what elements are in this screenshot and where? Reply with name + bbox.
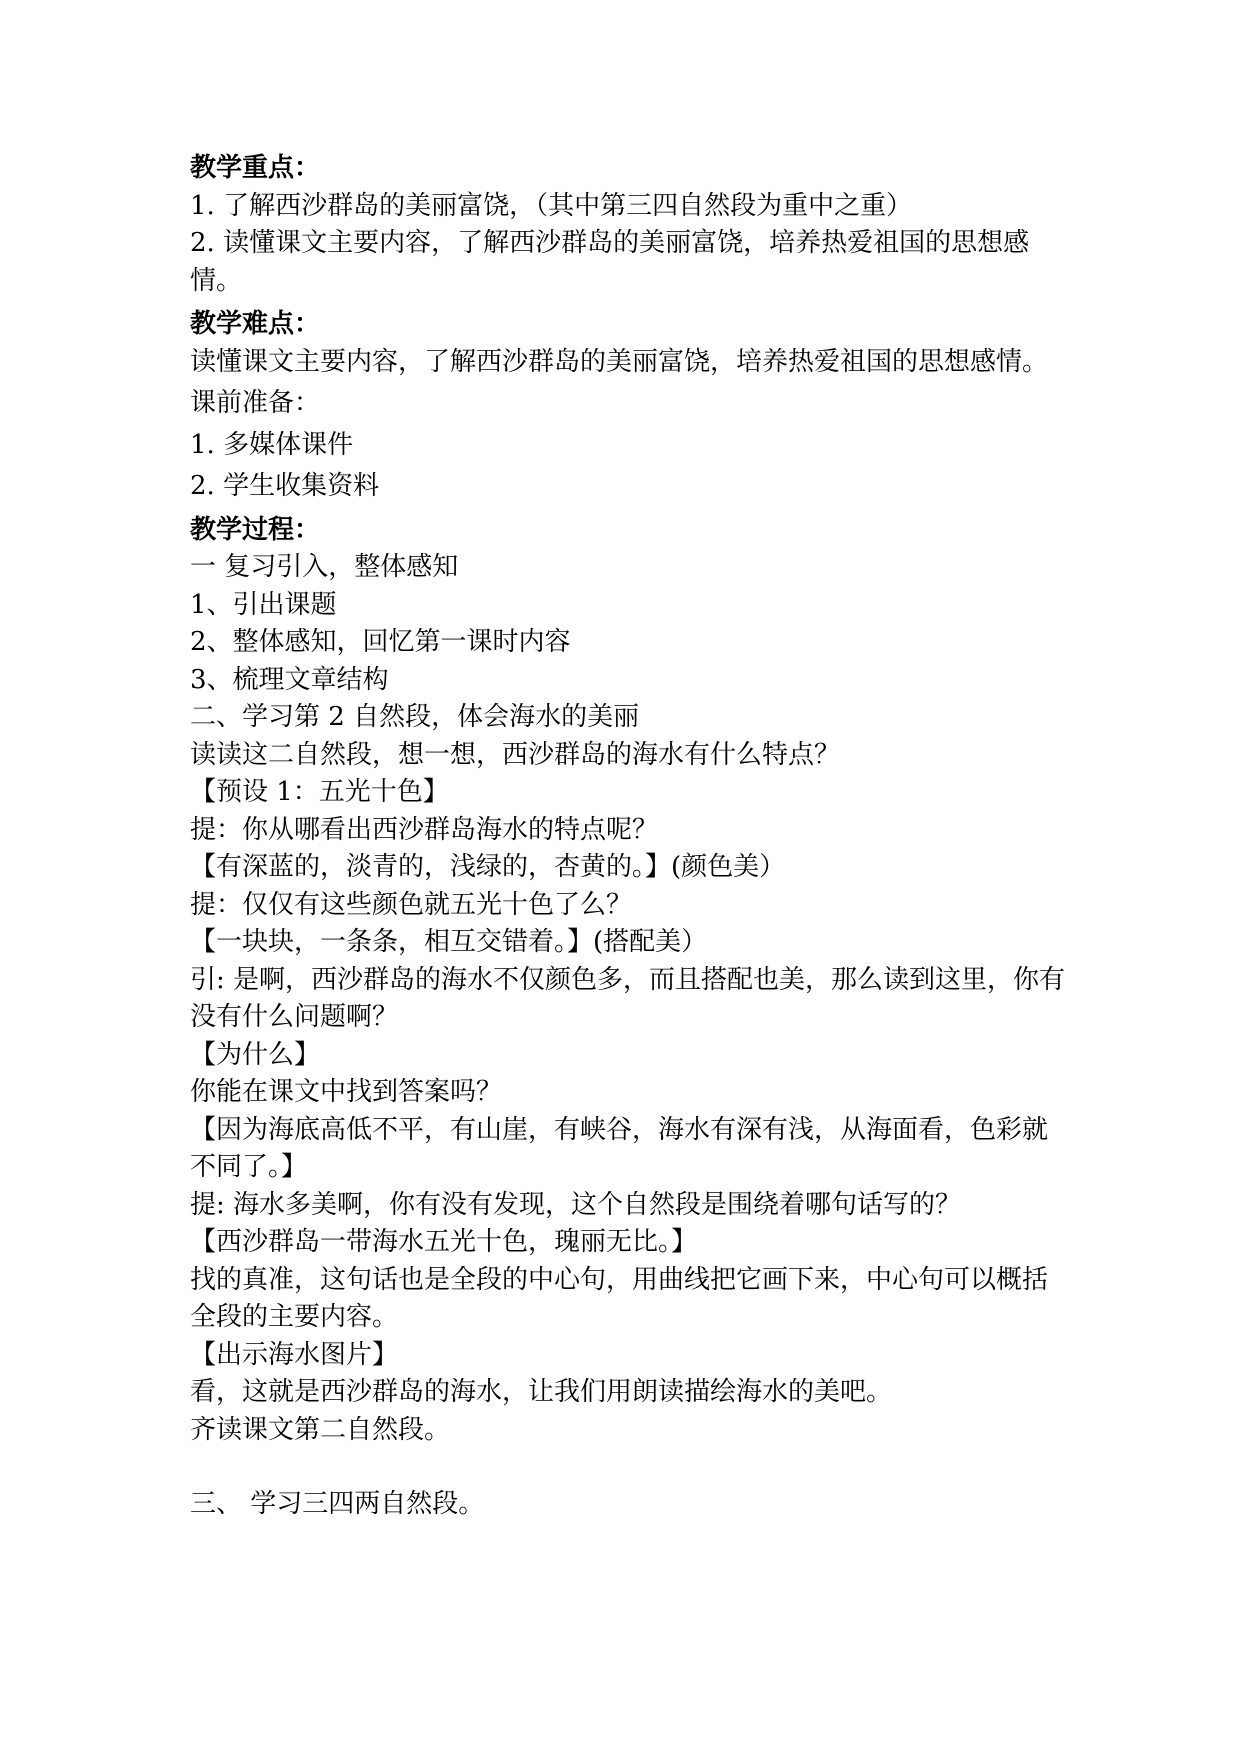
paragraph-line: 齐读课文第二自然段。 [190,1414,451,1445]
process-step-2: 二、学习第 2 自然段，体会海水的美丽 [190,702,640,732]
paragraph-line: 看，这就是西沙群岛的海水，让我们用朗读描绘海水的美吧。 [190,1377,893,1407]
difficulty-text: 读懂课文主要内容，了解西沙群岛的美丽富饶，培养热爱祖国的思想感情。 [190,346,1049,377]
paragraph-line: 【一块块，一条条，相互交错着。】(搭配美） [190,927,708,957]
paragraph-line: 【出示海水图片】 [190,1339,399,1370]
heading-difficulties: 教学难点： [190,309,321,339]
paragraph-line: 找的真准，这句话也是全段的中心句，用曲线把它画下来，中心句可以概括全段的主要内容。 [190,1264,1049,1332]
heading-key-points: 教学重点： [190,153,321,183]
process-step-1: 一 复习引入，整体感知 [190,552,459,582]
document-body [190,150,1070,1524]
paragraph-line: 【有深蓝的，淡青的，浅绿的，杏黄的。】(颜色美） [190,852,786,882]
paragraph-line: 【西沙群岛一带海水五光十色，瑰丽无比。】 [190,1227,698,1257]
paragraph-line: 你能在课文中找到答案吗？ [190,1077,503,1107]
paragraph-line: 提：你从哪看出西沙群岛海水的特点呢？ [190,814,659,845]
process-substep-2: 2、整体感知，回忆第一课时内容 [190,627,571,657]
heading-process: 教学过程： [190,514,321,545]
paragraph-line: 【为什么】 [190,1039,321,1070]
key-point-2: 2. 读懂课文主要内容，了解西沙群岛的美丽富饶，培养热爱祖国的思想感情。 [190,228,1030,296]
preparation-item-2: 2. 学生收集资料 [190,471,380,501]
paragraph-line: 【因为海底高低不平，有山崖，有峡谷，海水有深有浅，从海面看，色彩就不同了。】 [190,1114,1049,1182]
paragraph-line: 引: 是啊，西沙群岛的海水不仅颜色多，而且搭配也美，那么读到这里，你有没有什么问题啊？ [190,964,1066,1032]
paragraph-line: 提: 海水多美啊，你有没有发现，这个自然段是围绕着哪句话写的？ [190,1189,962,1220]
process-substep-1: 1、引出课题 [190,589,337,620]
paragraph-line: 【预设 1：五光十色】 [190,777,449,807]
paragraph-line: 读读这二自然段，想一想，西沙群岛的海水有什么特点？ [190,739,841,770]
preparation-label: 课前准备： [190,388,321,418]
blank-line [190,1449,1070,1486]
process-substep-3: 3、梳理文章结构 [190,664,389,695]
process-step-3: 三、 学习三四两自然段。 [190,1489,485,1519]
key-point-1: 1. 了解西沙群岛的美丽富饶，（其中第三四自然段为重中之重） [190,190,913,221]
paragraph-line: 提：仅仅有这些颜色就五光十色了么？ [190,889,633,920]
preparation-item-1: 1. 多媒体课件 [190,429,354,460]
